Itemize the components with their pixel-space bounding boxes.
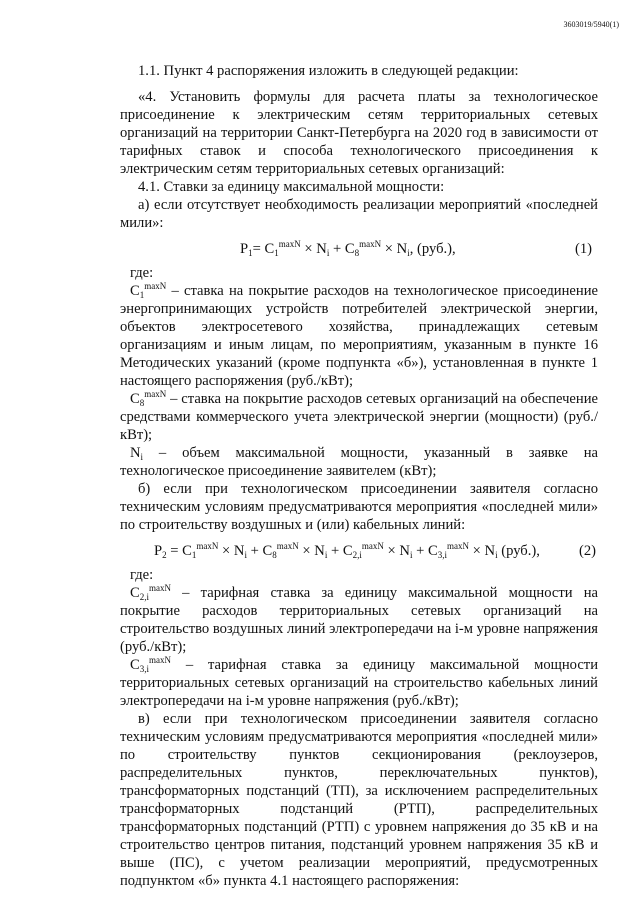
paragraph-1-1: 1.1. Пункт 4 распоряжения изложить в следующей редакции: [138,63,519,79]
document-body [120,62,598,890]
where-label-1: где: [130,265,154,281]
document-number: 3603019/5940(1) [563,20,619,29]
formula-2 [120,540,598,562]
definition-c8: $C_8^{maxN}$ – ставка на покрытие расходов сетевых организаций на обеспечение средствами коммерческого учета электрической энергии (мощности) (руб./кВт); [120,389,598,443]
paragraph-v: в) если при технологическом присоединении заявителя согласно техническим условиям предусматриваются мероприятия «последней мили» по строительству пунктов секционирования (реклоузеров, распределительных пунктов, переключательных пунктов), трансформаторных подстанций (ТП), за исключением распределительных трансформаторных подстанций (РТП), распределительных трансформаторных подстанций (РТП) с уровнем напряжения до 35 кВ и на строительство центров питания, подстанций уровнем напряжения 35 кВ и выше (ПС), с учетом реализации мероприятий, предусмотренных подпунктом «б» пункта 4.1 настоящего распоряжения: [120,711,598,889]
paragraph-item-4: «4. Установить формулы для расчета платы за технологическое присоединение к электрическим сетям территориальных сетевых организаций на территории Санкт-Петербурга на 2020 год в зависимости от тарифных ставок и способа технологического присоединения к электрическим сетям территориальных сетевых организаций: [120,89,598,177]
paragraph-b: б) если при технологическом присоединении заявителя согласно техническим условиям предусматриваются мероприятия «последней мили» по строительству воздушных и (или) кабельных линий: [120,481,598,533]
definition-c3: $C_{3,i}^{maxN}$ – тарифная ставка за единицу максимальной мощности территориальных сетевых организаций на строительство кабельных линий электропередачи на i-м уровне напряжения (руб./кВт); [120,655,598,709]
formula-1-number: (1) [574,241,592,257]
definition-c2: $C_{2,i}^{maxN}$ – тарифная ставка за единицу максимальной мощности на покрытие расходов территориальных сетевых организаций на строительство воздушных линий электропередачи на i-м уровне напряжения (руб./кВт); [120,583,598,655]
formula-1 [120,238,598,260]
formula-2-expression: $P_2 = C_1^{maxN} \times N_i + C_8^{maxN} \times N_i + C_{2,i}^{maxN} \times N_i + C_{3,i}^{maxN} \times N_i$ (руб.), [154,541,540,560]
definition-ni: $N_i$ – объем максимальной мощности, указанный в заявке на технологическое присоединение заявителем (кВт); [120,445,598,479]
definition-c1: $C_1^{maxN}$ – ставка на покрытие расходов на технологическое присоединение энергопринимающих устройств потребителей электрической энергии, объектов электросетевого хозяйства, принадлежащих сетевым организациям и иным лицам, по мероприятиям, указанным в пункте 16 Методических указаний (кроме подпункта «б»), установленная в пункте 1 настоящего распоряжения (руб./кВт); [120,281,598,389]
formula-2-number: (2) [578,543,596,559]
formula-1-expression: $P_1= C_1^{maxN} \times N_i + C_8^{maxN} \times N_i$, (руб.), [240,239,456,258]
paragraph-a: а) если отсутствует необходимость реализации мероприятий «последней мили»: [120,197,598,231]
where-label-2: где: [130,567,154,583]
paragraph-4-1: 4.1. Ставки за единицу максимальной мощности: [138,179,445,195]
